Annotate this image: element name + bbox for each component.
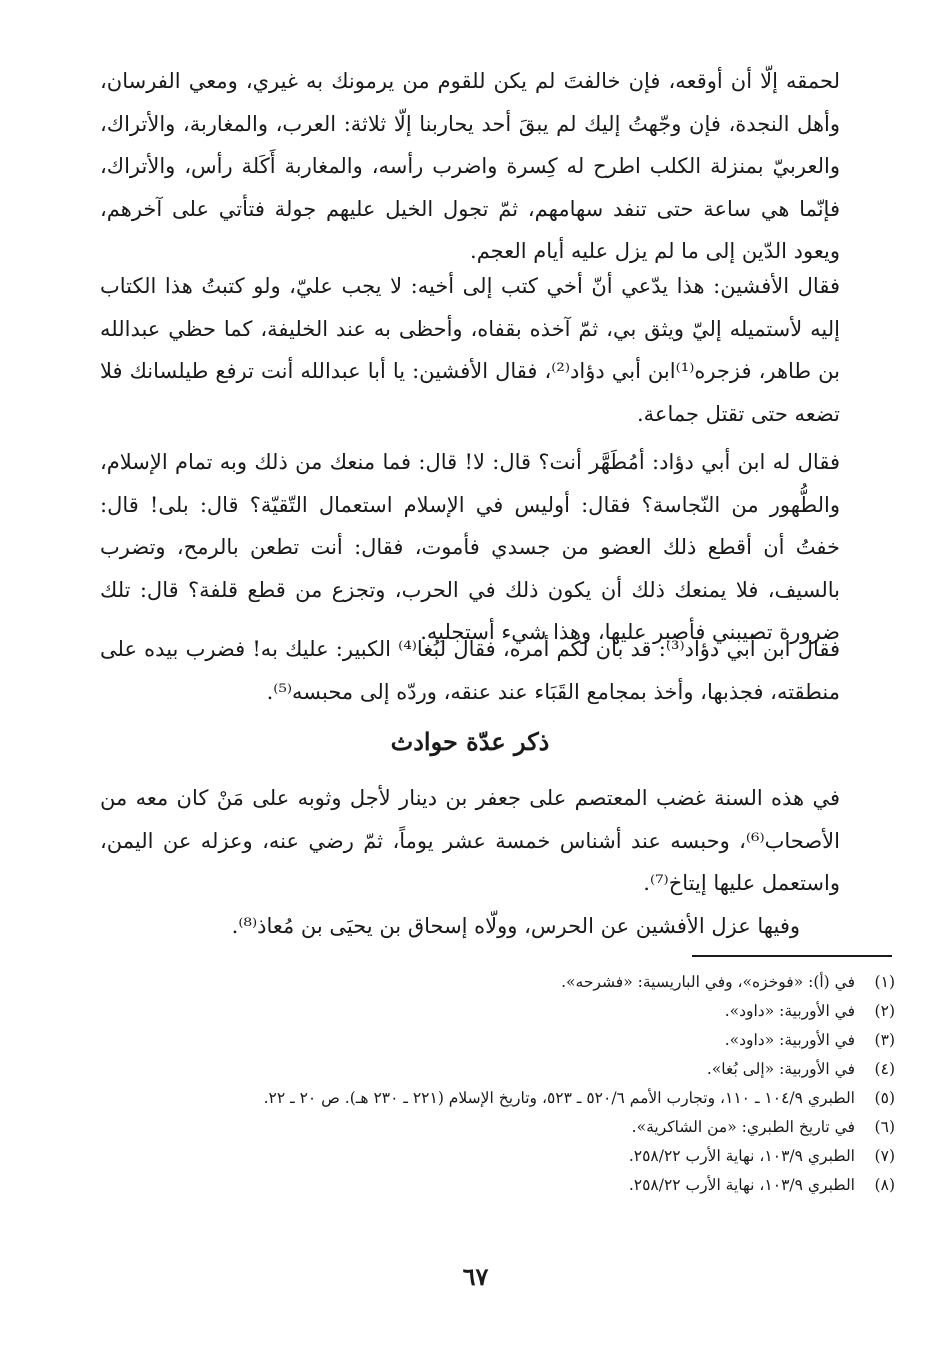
footnote bbox=[100, 1084, 895, 1113]
footnote-number: (٧) bbox=[874, 1147, 895, 1165]
footnote-number: (٢) bbox=[874, 1002, 895, 1020]
paragraph-6: وفيها عزل الأفشين عن الحرس، وولّاه إسحاق بن يحيَى بن مُعاذ⁽⁸⁾. bbox=[231, 914, 800, 938]
page-number: ٦٧ bbox=[462, 1262, 489, 1291]
footnote-number: (١) bbox=[874, 973, 895, 991]
footnote-text: في الأوربية: «داود». bbox=[724, 1002, 855, 1020]
paragraph-4: فقال ابن أبي دؤاد⁽³⁾: قد بان لكم أمره، فقال لبُغا⁽⁴⁾ الكبير: عليك به! فضرب بيده على منطقته، فجذبها، وأخذ بمجامع القَبَاء عند عنقه، وردّه إلى محبسه⁽⁵⁾. bbox=[100, 637, 841, 704]
footnote-number: (٦) bbox=[874, 1118, 895, 1136]
footnote-number: (٨) bbox=[874, 1176, 895, 1194]
paragraph-1: لحمقه إلّا أن أوقعه، فإن خالفتَ لم يكن للقوم من يرمونك به غيري، ومعي الفرسان، وأهل النجدة، فإن وجّهتُ إليك لم يبقَ أحد يحاربنا إلّا ثلاثة: العرب، والمغاربة، والأتراك، والعربيّ بمنزلة الكلب اطرح له كِسرة واضرب رأسه، والمغاربة أَكَلة رأس، والأتراك، فإنّما هي ساعة حتى تنفد سهامهم، ثمّ تجول الخيل عليهم جولة فتأتي على آخرهم، ويعود الدّين إلى ما لم يزل عليه أيام العجم. bbox=[100, 69, 840, 263]
footnote-text: في الأوربية: «إلى بُغا». bbox=[706, 1060, 855, 1078]
paragraph-3: فقال له ابن أبي دؤاد: أمُطَهَّر أنت؟ قال: لا! قال: فما منعك من ذلك وبه تمام الإسلام، والطُّهور من النّجاسة؟ فقال: أوليس في الإسلام استعمال التّقيّة؟ قال: بلى! قال: خفتُ أن أقطع ذلك العضو من جسدي فأموت، فقال: أنت تطعن بالرمح، وتضرب بالسيف، فلا يمنعك ذلك أن يكون ذلك في الحرب، وتجزع من قطع قلفة؟ قال: تلك ضرورة تصيبني فأصبر عليها، وهذا شيء أستجلبه. bbox=[100, 450, 840, 644]
paragraph-2: فقال الأفشين: هذا يدّعي أنّ أخي كتب إلى أخيه: لا يجب عليّ، ولو كتبتُ هذا الكتاب إليه لأستميله إليّ ويثق بي، ثمّ آخذه بقفاه، وأحظى به عند الخليفة، كما حظي عبدالله بن طاهر، فزجره⁽¹⁾ابن أبي دؤاد⁽²⁾، فقال الأفشين: يا أبا عبدالله أنت ترفع طيلسانك فلا تضعه حتى تقتل جماعة. bbox=[100, 274, 840, 426]
footnote-number: (٣) bbox=[874, 1031, 895, 1049]
footnote-text: الطبري ١٠٣/٩، نهاية الأرب ٢٥٨/٢٢. bbox=[628, 1176, 855, 1194]
footnote-text: في (أ): «فوخزه»، وفي الباريسية: «فشرحه». bbox=[561, 973, 855, 991]
footnote bbox=[100, 1142, 895, 1171]
footnote bbox=[100, 1055, 895, 1084]
footnote-number: (٥) bbox=[874, 1089, 895, 1107]
footnote-separator bbox=[692, 955, 892, 957]
footnote-text: في الأوربية: «داود». bbox=[724, 1031, 855, 1049]
footnote bbox=[100, 968, 895, 997]
footnote-text: الطبري ١٠٣/٩، نهاية الأرب ٢٥٨/٢٢. bbox=[628, 1147, 855, 1165]
footnote bbox=[100, 1113, 895, 1142]
footnote bbox=[100, 997, 895, 1026]
paragraph-5: في هذه السنة غضب المعتصم على جعفر بن دينار لأجل وثوبه على مَنْ كان معه من الأصحاب⁽⁶⁾، وحبسه عند أشناس خمسة عشر يوماً، ثمّ رضي عنه، وعزله عن اليمن، واستعمل عليها إيتاخ⁽⁷⁾. bbox=[100, 786, 840, 895]
footnote-number: (٤) bbox=[874, 1060, 895, 1078]
footnote-text: في تاريخ الطبري: «من الشاكرية». bbox=[631, 1118, 855, 1136]
footnote bbox=[100, 1171, 895, 1200]
footnote-text: الطبري ١٠٤/٩ ـ ١١٠، وتجارب الأمم ٥٢٠/٦ ـ ٥٢٣، وتاريخ الإسلام (٢٢١ ـ ٢٣٠ هـ). ص ٢٠ ـ ٢٢. bbox=[263, 1089, 855, 1107]
section-heading: ذكر عدّة حوادث bbox=[390, 727, 550, 756]
footnotes-list bbox=[100, 968, 895, 1200]
footnote bbox=[100, 1026, 895, 1055]
